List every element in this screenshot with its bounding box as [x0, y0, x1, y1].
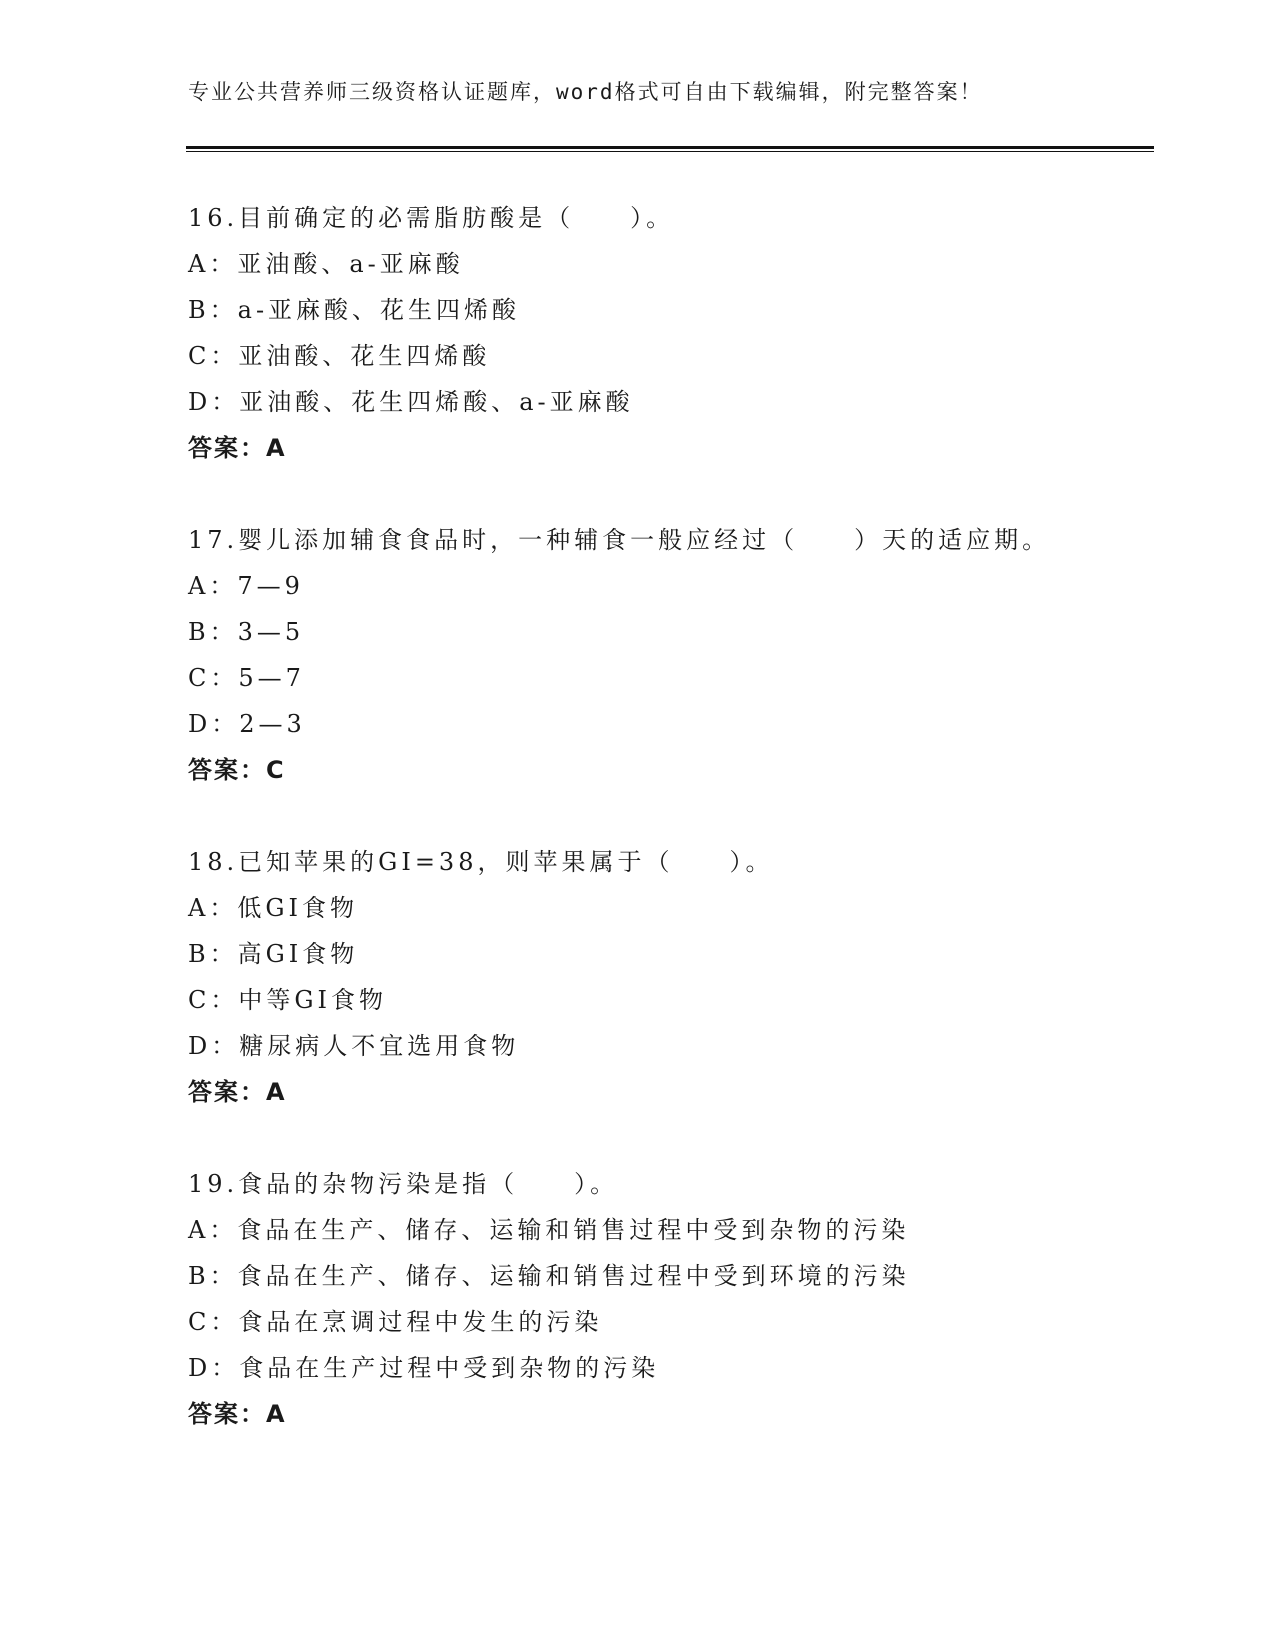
option-b: B：a-亚麻酸、花生四烯酸: [188, 296, 521, 324]
page-header: 专业公共营养师三级资格认证题库，word格式可自由下载编辑，附完整答案！: [188, 80, 983, 104]
option-c: C：食品在烹调过程中发生的污染: [188, 1308, 603, 1336]
option-d: D：糖尿病人不宜选用食物: [188, 1032, 520, 1060]
option-b: B：食品在生产、储存、运输和销售过程中受到环境的污染: [188, 1262, 910, 1290]
question-stem: 19.食品的杂物污染是指（ ）。: [188, 1170, 619, 1198]
question-19: [188, 1161, 1188, 1437]
question-16: [188, 195, 1188, 471]
answer-value: C: [266, 756, 286, 784]
option-d: D：食品在生产过程中受到杂物的污染: [188, 1354, 660, 1382]
answer-label: 答案：: [188, 1400, 266, 1428]
header-rule-thick: [186, 146, 1154, 149]
answer-line: [188, 747, 1188, 793]
option-c: C：中等GI食物: [188, 986, 388, 1014]
header-rule-thin: [186, 151, 1154, 152]
answer-value: A: [266, 434, 287, 462]
option-a: A：7—9: [188, 572, 304, 600]
option-a: A：亚油酸、a-亚麻酸: [188, 250, 464, 278]
option-b: B：3—5: [188, 618, 305, 646]
option-c: C：亚油酸、花生四烯酸: [188, 342, 491, 370]
answer-line: [188, 425, 1188, 471]
option-a: A：食品在生产、储存、运输和销售过程中受到杂物的污染: [188, 1216, 910, 1244]
answer-line: [188, 1069, 1188, 1115]
question-stem: 18.已知苹果的GI=38，则苹果属于（ ）。: [188, 848, 774, 876]
option-d: D：亚油酸、花生四烯酸、a-亚麻酸: [188, 388, 634, 416]
option-b: B：高GI食物: [188, 940, 359, 968]
answer-line: [188, 1391, 1188, 1437]
answer-label: 答案：: [188, 434, 266, 462]
option-d: D：2—3: [188, 710, 306, 738]
answer-value: A: [266, 1400, 287, 1428]
answer-label: 答案：: [188, 1078, 266, 1106]
option-c: C：5—7: [188, 664, 305, 692]
answer-value: A: [266, 1078, 287, 1106]
question-stem: 17.婴儿添加辅食食品时，一种辅食一般应经过（ ）天的适应期。: [188, 526, 1051, 554]
option-a: A：低GI食物: [188, 894, 358, 922]
answer-label: 答案：: [188, 756, 266, 784]
question-18: [188, 839, 1188, 1115]
question-stem: 16.目前确定的必需脂肪酸是（ ）。: [188, 204, 675, 232]
question-17: [188, 517, 1188, 793]
